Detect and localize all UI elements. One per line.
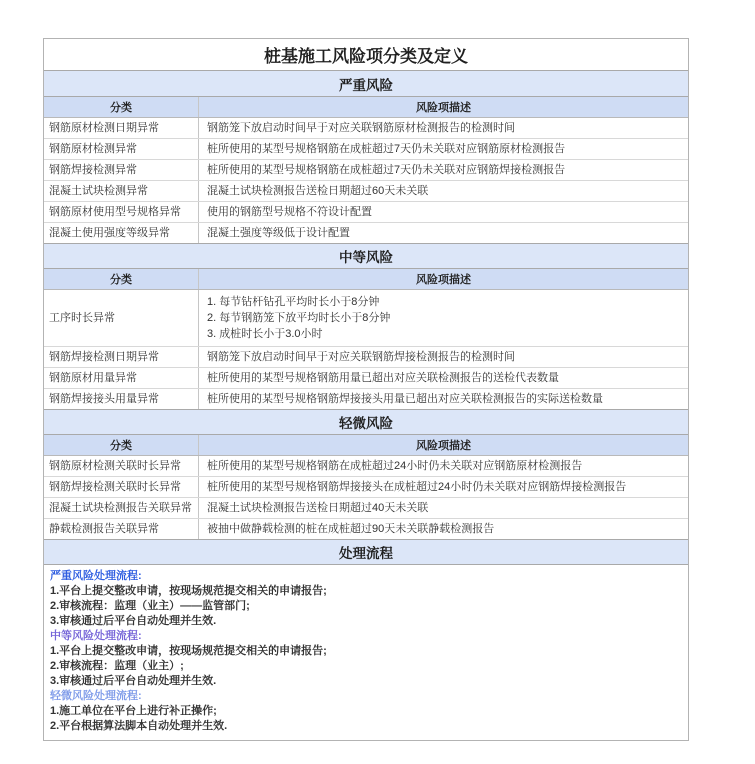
process-flow-block: [44, 565, 688, 740]
section-banner-minor: 轻微风险: [44, 409, 688, 435]
description-cell: 被抽中做静载检测的桩在成桩超过90天未关联静载检测报告: [207, 523, 495, 535]
description-cell: 桩所使用的某型号规格钢筋用量已超出对应关联检测报告的送检代表数量: [207, 372, 559, 384]
flow-heading-medium: 中等风险处理流程:: [50, 630, 142, 642]
description-cell: 使用的钢筋型号规格不符设计配置: [207, 206, 372, 218]
description-cell: 混凝土试块检测报告送检日期超过60天未关联: [207, 185, 429, 197]
section-banner-medium: 中等风险: [44, 243, 688, 269]
category-cell: 钢筋焊接检测关联时长异常: [44, 477, 199, 497]
table-row: [44, 389, 688, 410]
table-row: [44, 181, 688, 202]
flow-step: 3.审核通过后平台自动处理并生效.: [50, 675, 217, 687]
description-cell: 混凝土强度等级低于设计配置: [207, 227, 350, 239]
description-cell: 钢筋笼下放启动时间早于对应关联钢筋焊接检测报告的检测时间: [207, 351, 515, 363]
category-cell: 钢筋原材检测关联时长异常: [44, 456, 199, 476]
column-header-description: 风险项描述: [416, 274, 471, 286]
flow-step: 1.平台上提交整改申请，按现场规范提交相关的申请报告;: [50, 585, 327, 597]
description-line: 2. 每节钢筋笼下放平均时长小于8分钟: [207, 312, 391, 324]
flow-step: 1.施工单位在平台上进行补正操作;: [50, 705, 217, 717]
column-header-description: 风险项描述: [416, 440, 471, 452]
risk-definition-document: [43, 38, 689, 741]
table-row: [44, 139, 688, 160]
category-cell: 钢筋原材检测异常: [44, 139, 199, 159]
table-row: [44, 477, 688, 498]
page-title: 桩基施工风险项分类及定义: [44, 39, 688, 71]
table-row: [44, 456, 688, 477]
category-cell: 混凝土试块检测报告关联异常: [44, 498, 199, 518]
flow-step: 2.审核流程：监理（业主）;: [50, 660, 184, 672]
description-cell: 钢筋笼下放启动时间早于对应关联钢筋原材检测报告的检测时间: [207, 122, 515, 134]
description-cell: [199, 290, 688, 346]
column-header-category: 分类: [44, 97, 199, 117]
table-row: [44, 347, 688, 368]
section-banner-severe: 严重风险: [44, 71, 688, 97]
description-cell: 桩所使用的某型号规格钢筋在成桩超过24小时仍未关联对应钢筋原材检测报告: [207, 460, 583, 472]
category-cell: 静载检测报告关联异常: [44, 519, 199, 539]
category-cell: 钢筋原材使用型号规格异常: [44, 202, 199, 222]
table-row: [44, 160, 688, 181]
flow-heading-minor: 轻微风险处理流程:: [50, 690, 142, 702]
section-banner-process: 处理流程: [44, 539, 688, 565]
flow-step: 1.平台上提交整改申请，按现场规范提交相关的申请报告;: [50, 645, 327, 657]
table-row: [44, 118, 688, 139]
table-row: [44, 223, 688, 244]
flow-step: 3.审核通过后平台自动处理并生效.: [50, 615, 217, 627]
description-cell: 混凝土试块检测报告送检日期超过40天未关联: [207, 502, 429, 514]
column-header-category: 分类: [44, 269, 199, 289]
description-line: 1. 每节钻杆钻孔平均时长小于8分钟: [207, 296, 380, 308]
column-header-description: 风险项描述: [416, 102, 471, 114]
table-header-row-severe: [44, 97, 688, 118]
category-cell: 工序时长异常: [44, 290, 199, 346]
description-line: 3. 成桩时长小于3.0小时: [207, 328, 323, 340]
category-cell: 钢筋焊接接头用量异常: [44, 389, 199, 409]
table-header-row-minor: [44, 435, 688, 456]
table-row: [44, 290, 688, 347]
table-row: [44, 202, 688, 223]
flow-step: 2.平台根据算法脚本自动处理并生效.: [50, 720, 228, 732]
table-row: [44, 498, 688, 519]
category-cell: 混凝土试块检测异常: [44, 181, 199, 201]
description-cell: 桩所使用的某型号规格钢筋焊接接头用量已超出对应关联检测报告的实际送检数量: [207, 393, 603, 405]
flow-step: 2.审核流程：监理（业主）——监管部门;: [50, 600, 250, 612]
flow-heading-severe: 严重风险处理流程:: [50, 570, 142, 582]
category-cell: 混凝土使用强度等级异常: [44, 223, 199, 243]
description-cell: 桩所使用的某型号规格钢筋在成桩超过7天仍未关联对应钢筋焊接检测报告: [207, 164, 566, 176]
column-header-category: 分类: [44, 435, 199, 455]
category-cell: 钢筋焊接检测日期异常: [44, 347, 199, 367]
table-header-row-medium: [44, 269, 688, 290]
table-row: [44, 519, 688, 540]
table-row: [44, 368, 688, 389]
category-cell: 钢筋原材用量异常: [44, 368, 199, 388]
description-cell: 桩所使用的某型号规格钢筋在成桩超过7天仍未关联对应钢筋原材检测报告: [207, 143, 566, 155]
category-cell: 钢筋焊接检测异常: [44, 160, 199, 180]
category-cell: 钢筋原材检测日期异常: [44, 118, 199, 138]
description-cell: 桩所使用的某型号规格钢筋焊接接头在成桩超过24小时仍未关联对应钢筋焊接检测报告: [207, 481, 627, 493]
